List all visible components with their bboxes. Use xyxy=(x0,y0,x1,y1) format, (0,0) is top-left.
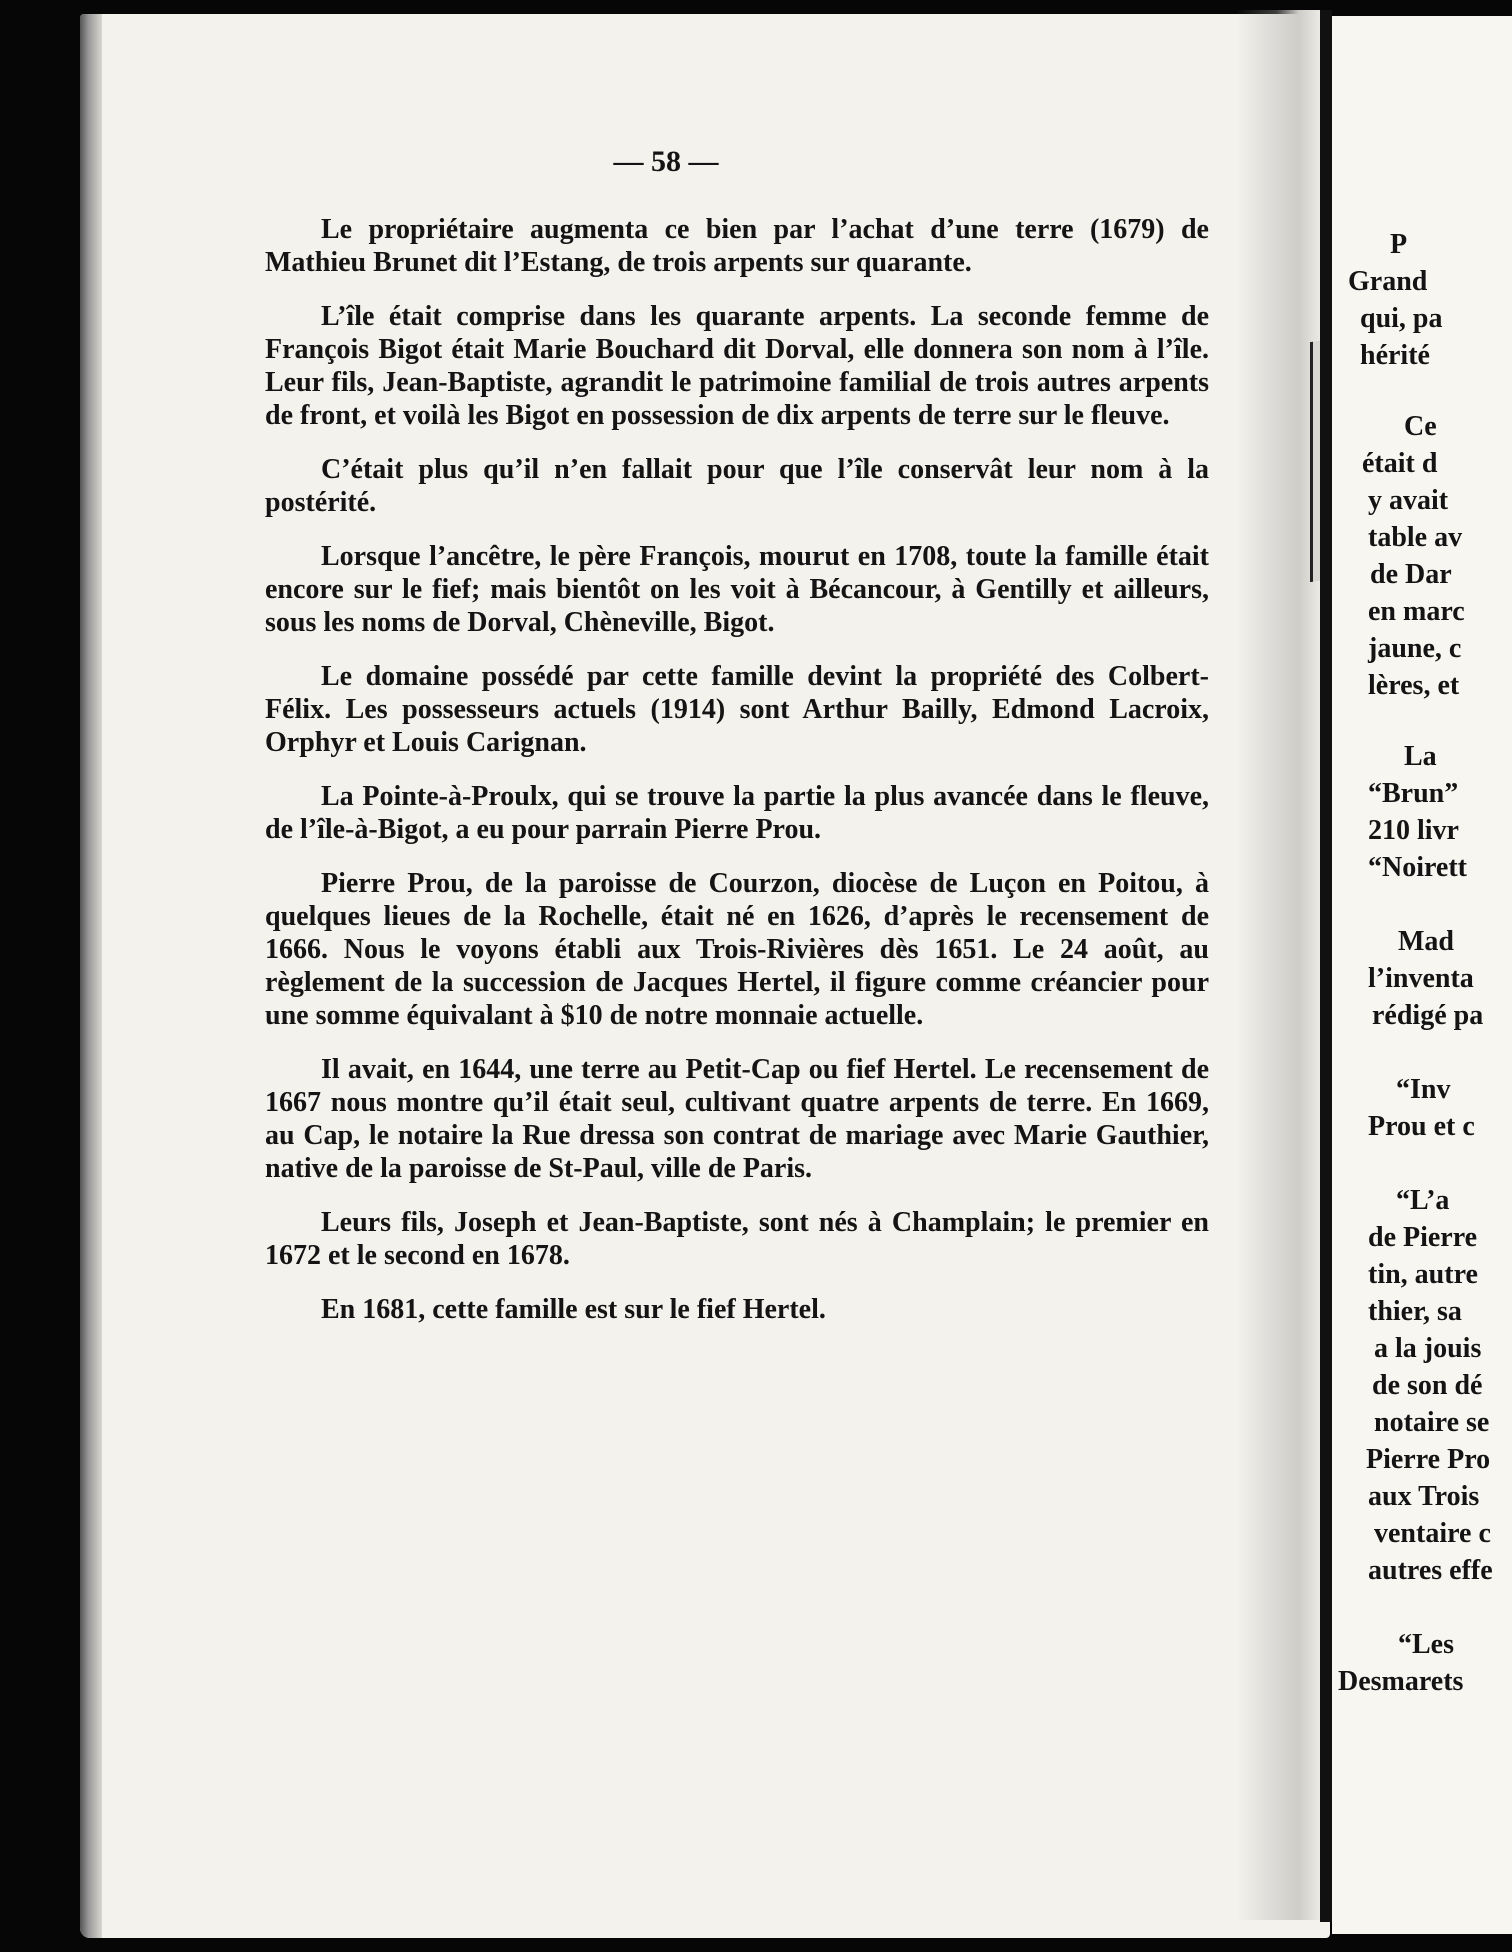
right-page-line: ventaire c xyxy=(1374,1518,1491,1549)
right-page-line: notaire se xyxy=(1374,1407,1490,1438)
left-page-text xyxy=(265,213,1209,1347)
right-page-line: “Les xyxy=(1398,1629,1454,1660)
right-page-line: La xyxy=(1404,741,1437,772)
right-page-line: aux Trois xyxy=(1368,1481,1480,1512)
right-page-line: Ce xyxy=(1404,411,1437,442)
right-page-line: était d xyxy=(1362,448,1438,479)
right-page-line: Pierre Pro xyxy=(1366,1444,1491,1475)
right-page-line: Prou et c xyxy=(1368,1111,1475,1142)
page-stack-edge xyxy=(80,14,102,1938)
right-page-line: Grand xyxy=(1348,266,1428,297)
right-page-line: lères, et xyxy=(1368,670,1460,701)
right-page-line: “Brun” xyxy=(1368,778,1459,809)
right-page-line: P xyxy=(1390,229,1408,260)
paragraph-10: En 1681, cette famille est sur le fief Hertel. xyxy=(321,1294,826,1325)
paragraph-6: La Pointe-à-Proulx, qui se trouve la partie la plus avancée dans le fleuve, de l’île-à-Bigot, a eu pour parrain Pierre Prou. xyxy=(265,781,1209,845)
right-page-line: 210 livr xyxy=(1368,815,1459,846)
paragraph-7: Pierre Prou, de la paroisse de Courzon, diocèse de Luçon en Poitou, à quelques lieues de la Rochelle, était né en 1626, d’après le recensement de 1666. Nous le voyons établi aux Trois-Rivières dès 1651. Le 24 août, au règlement de la succession de Jacques Hertel, il figure comme créancier pour une somme équivalant à $10 de notre monnaie actuelle. xyxy=(265,868,1209,1031)
right-page-line: l’inventa xyxy=(1368,963,1474,994)
right-page-line: en marc xyxy=(1368,596,1465,627)
right-page-line: autres effe xyxy=(1368,1555,1493,1586)
book-spine xyxy=(1320,10,1332,1922)
right-page-line: Mad xyxy=(1398,926,1454,957)
paragraph-8: Il avait, en 1644, une terre au Petit-Cap ou fief Hertel. Le recensement de 1667 nous montre qu’il était seul, cultivant quatre arpents de terre. En 1669, au Cap, le notaire la Rue dressa son contrat de mariage avec Marie Gauthier, native de la paroisse de St-Paul, ville de Paris. xyxy=(265,1054,1209,1184)
paragraph-1: Le propriétaire augmenta ce bien par l’achat d’une terre (1679) de Mathieu Brunet dit l’Estang, de trois arpents sur quarante. xyxy=(265,214,1209,278)
gutter-shadow xyxy=(1236,10,1326,1920)
right-page-line: de Pierre xyxy=(1368,1222,1478,1253)
right-page-line: rédigé pa xyxy=(1372,1000,1484,1031)
right-page-line: y avait xyxy=(1368,485,1449,516)
paragraph-4: Lorsque l’ancêtre, le père François, mourut en 1708, toute la famille était encore sur le fief; mais bientôt on les voit à Bécancour, à Gentilly et ailleurs, sous les noms de Dorval, Chèneville, Bigot. xyxy=(265,541,1209,638)
paragraph-5: Le domaine possédé par cette famille devint la propriété des Colbert-Félix. Les possesseurs actuels (1914) sont Arthur Bailly, Edmond Lacroix, Orphyr et Louis Carignan. xyxy=(265,661,1209,758)
right-page-line: thier, sa xyxy=(1368,1296,1462,1327)
right-page-line: de son dé xyxy=(1372,1370,1483,1401)
page-number: — 58 — xyxy=(613,145,719,178)
right-page-line: qui, pa xyxy=(1360,303,1443,334)
right-page-line: a la jouis xyxy=(1374,1333,1482,1364)
right-page-line: tin, autre xyxy=(1368,1259,1478,1290)
paragraph-9: Leurs fils, Joseph et Jean-Baptiste, sont nés à Champlain; le premier en 1672 et le second en 1678. xyxy=(265,1207,1209,1271)
right-page-line: de Dar xyxy=(1370,559,1452,590)
right-page-line: hérité xyxy=(1360,340,1430,371)
right-page-line: “Inv xyxy=(1396,1074,1451,1105)
paragraph-2: L’île était comprise dans les quarante arpents. La seconde femme de François Bigot était Marie Bouchard dit Dorval, elle donnera son nom à l’île. Leur fils, Jean-Baptiste, agrandit le patrimoine familial de trois autres arpents de front, et voilà les Bigot en possession de dix arpents de terre sur le fleuve. xyxy=(265,301,1209,431)
right-page-line: table av xyxy=(1368,522,1463,553)
right-page-line: Desmarets xyxy=(1338,1666,1464,1697)
right-page-line: jaune, c xyxy=(1368,633,1462,664)
right-page-line: “Noirett xyxy=(1368,852,1467,883)
right-page-line: “L’a xyxy=(1396,1185,1450,1216)
paragraph-3: C’était plus qu’il n’en fallait pour que l’île conservât leur nom à la postérité. xyxy=(265,454,1209,518)
